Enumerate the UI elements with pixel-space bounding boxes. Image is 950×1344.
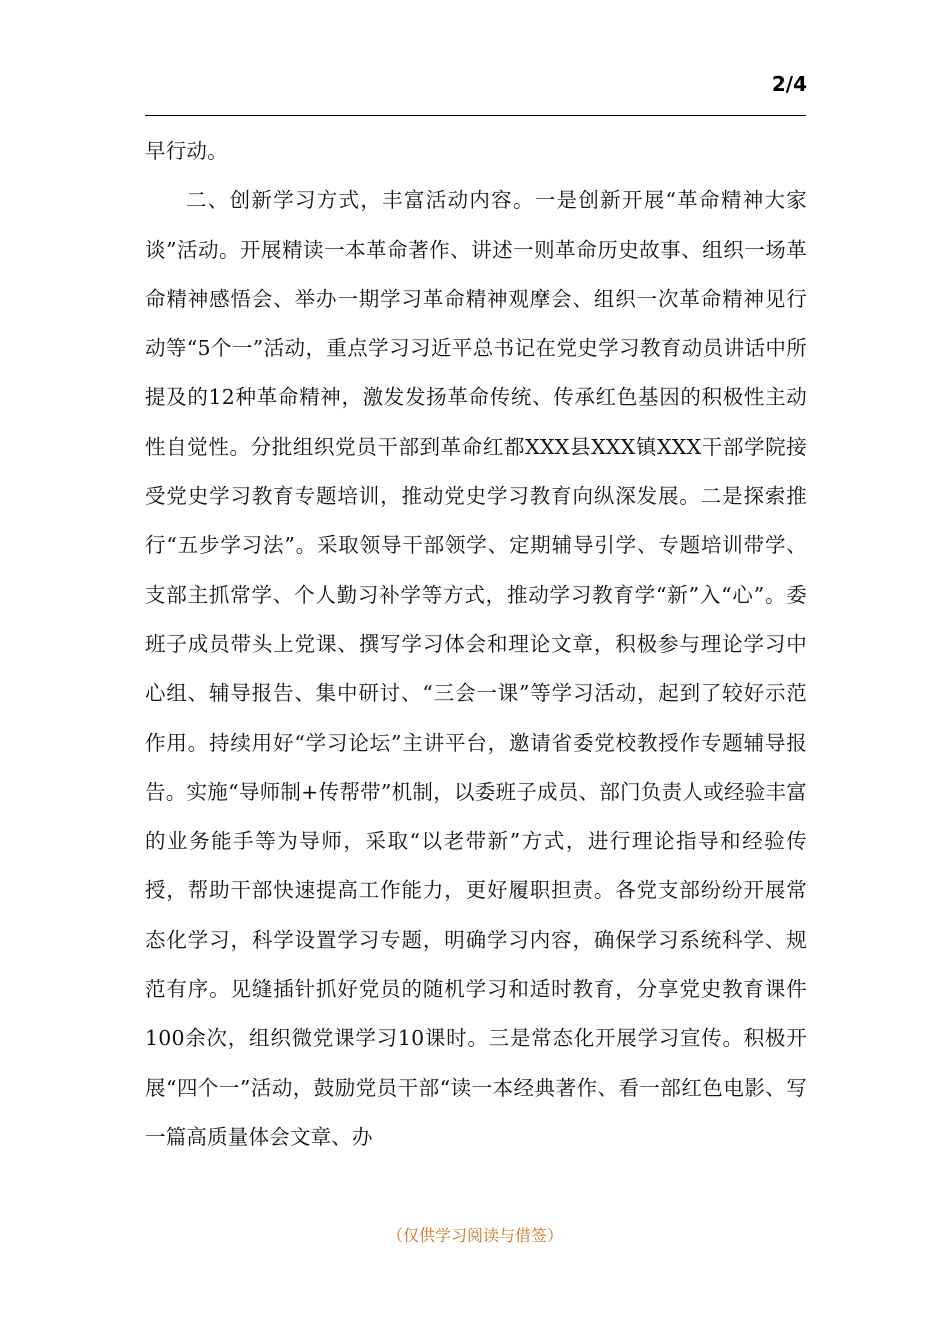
header-divider (145, 115, 806, 116)
footer-note: （仅供学习阅读与借签） (386, 1226, 563, 1245)
paragraph-section-two: 二、创新学习方式，丰富活动内容。一是创新开展“革命精神大家谈”活动。开展精读一本革命著作、讲述一则革命历史故事、组织一场革命精神感悟会、举办一期学习革命精神观摩会、组织一次革命精神见行动等“5个一”活动，重点学习习近平总书记在党史学习教育动员讲话中所提及的12种革命精神，激发发扬革命传统、传承红色基因的积极性主动性自觉性。分批组织党员干部到革命红都XXX县XXX镇XXX干部学院接受党史学习教育专题培训，推动党史学习教育向纵深发展。二是探索推行“五步学习法”。采取领导干部领学、定期辅导引学、专题培训带学、支部主抓常学、个人勤习补学等方式，推动学习教育学“新”入“心”。委班子成员带头上党课、撰写学习体会和理论文章，积极参与理论学习中心组、辅导报告、集中研讨、“三会一课”等学习活动，起到了较好示范作用。持续用好“学习论坛”主讲平台，邀请省委党校教授作专题辅导报告。实施“导师制+传帮带”机制，以委班子成员、部门负责人或经验丰富的业务能手等为导师，采取“以老带新”方式，进行理论指导和经验传授，帮助干部快速提高工作能力，更好履职担责。各党支部纷纷开展常态化学习，科学设置学习专题，明确学习内容，确保学习系统科学、规范有序。见缝插针抓好党员的随机学习和适时教育，分享党史教育课件100余次，组织微党课学习10课时。三是常态化开展学习宣传。积极开展“四个一”活动，鼓励党员干部“读一本经典著作、看一部红色电影、写一篇高质量体会文章、办 (145, 188, 807, 1149)
paragraph-continuation: 早行动。 (145, 139, 228, 163)
document-body (145, 127, 807, 1162)
page-number: 2/4 (771, 72, 807, 96)
